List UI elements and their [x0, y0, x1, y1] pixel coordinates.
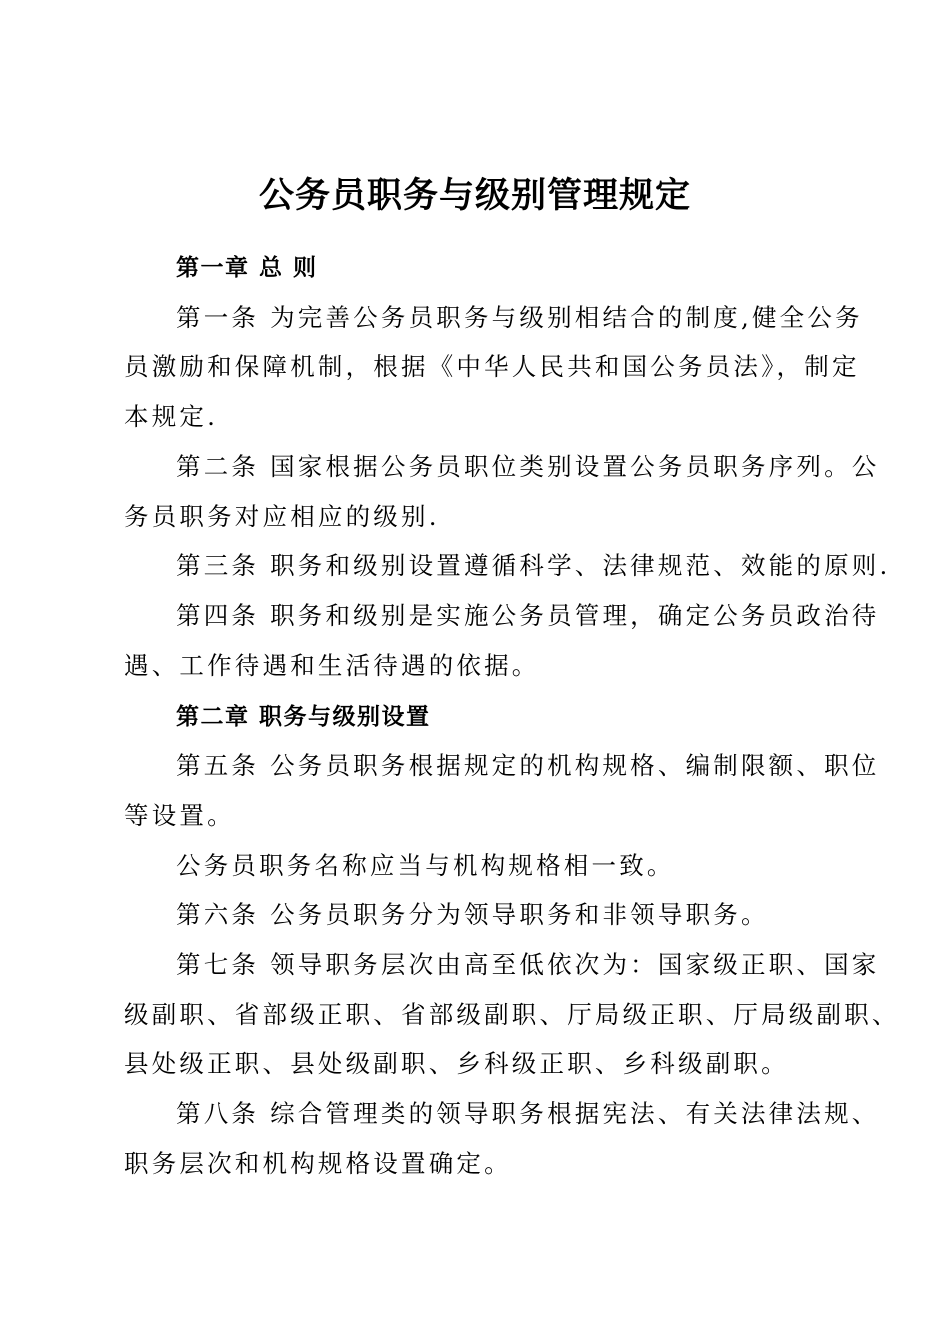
paragraph-line: 员激励和保障机制，根据《中华人民共和国公务员法》，制定 — [124, 352, 860, 381]
chapter-heading: 第一章 总 则 — [176, 255, 318, 281]
paragraph-line: 第四条 职务和级别是实施公务员管理，确定公务员政治待 — [176, 601, 880, 630]
document-title: 公务员职务与级别管理规定 — [258, 176, 691, 216]
paragraph-line: 第二条 国家根据公务员职位类别设置公务员职务序列。公 — [176, 452, 880, 481]
paragraph-line: 公务员职务名称应当与机构规格相一致。 — [176, 851, 675, 880]
paragraph-line: 级副职、省部级正职、省部级副职、厅局级正职、厅局级副职、 — [124, 1000, 900, 1029]
paragraph-line: 县处级正职、县处级副职、乡科级正职、乡科级副职。 — [124, 1049, 789, 1078]
paragraph-line: 第七条 领导职务层次由高至低依次为：国家级正职、国家 — [176, 950, 880, 979]
chapter-heading: 第二章 职务与级别设置 — [176, 704, 431, 730]
paragraph-line: 第八条 综合管理类的领导职务根据宪法、有关法律法规、 — [176, 1099, 880, 1128]
paragraph-line: 第三条 职务和级别设置遵循科学、法律规范、效能的原则. — [176, 551, 891, 580]
paragraph-line: 第一条 为完善公务员职务与级别相结合的制度,健全公务 — [176, 303, 863, 332]
paragraph-line: 等设置。 — [124, 801, 235, 830]
paragraph-line: 务员职务对应相应的级别. — [124, 502, 440, 531]
paragraph-line: 遇、工作待遇和生活待遇的依据。 — [124, 651, 540, 680]
paragraph-line: 第五条 公务员职务根据规定的机构规格、编制限额、职位 — [176, 751, 880, 780]
paragraph-line: 本规定. — [124, 402, 219, 431]
paragraph-line: 第六条 公务员职务分为领导职务和非领导职务。 — [176, 900, 769, 929]
paragraph-line: 职务层次和机构规格设置确定。 — [124, 1149, 512, 1178]
